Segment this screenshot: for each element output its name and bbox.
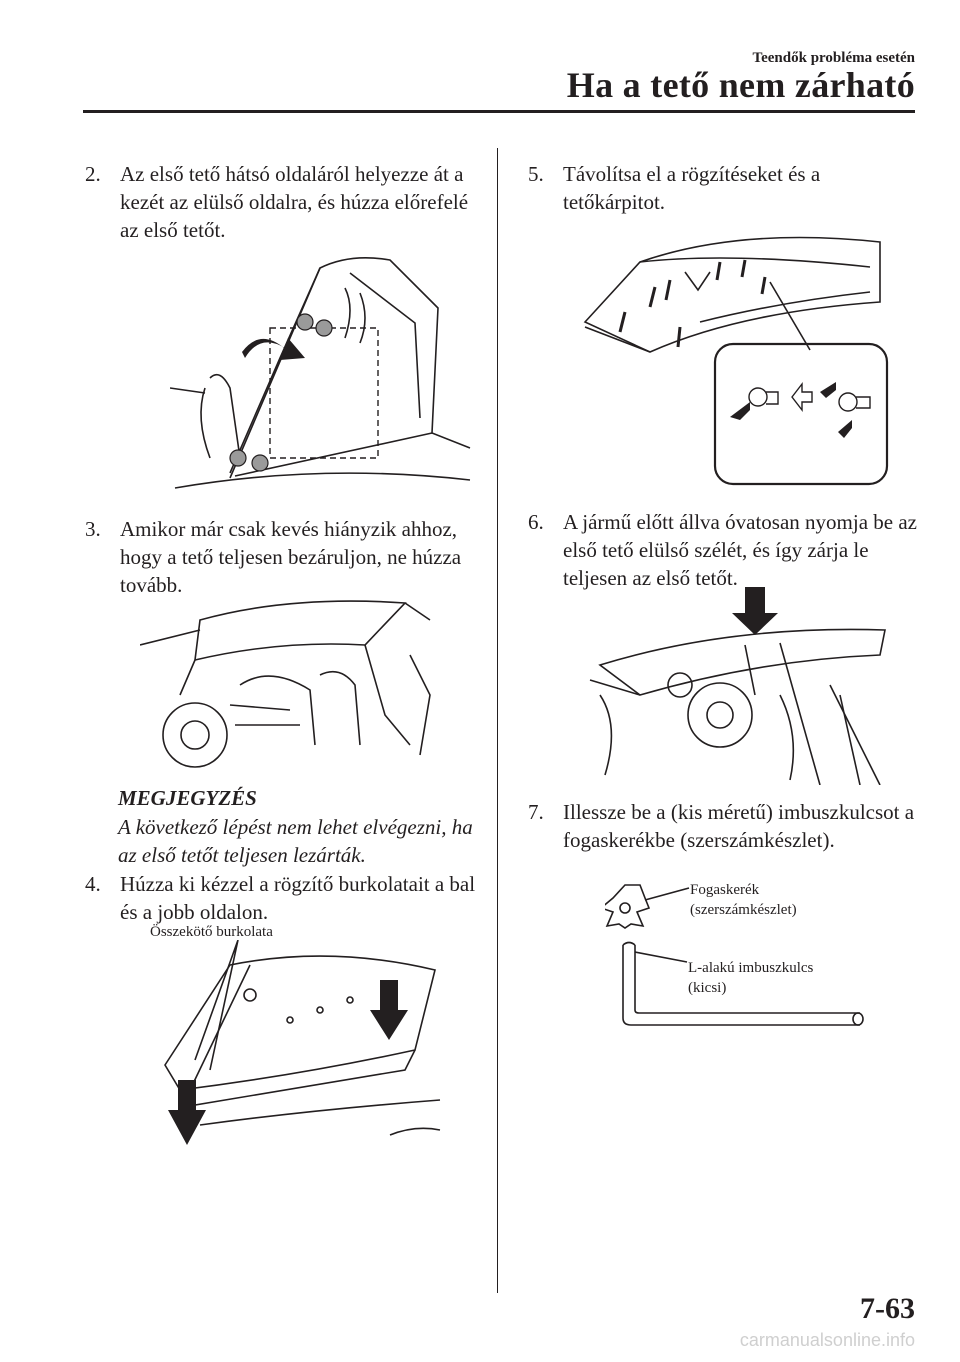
section-title: Teendők probléma esetén xyxy=(752,50,915,66)
step-number: 3. xyxy=(85,517,101,541)
roof-nearly-closed-illustration xyxy=(140,595,440,770)
note-text: A következő lépést nem lehet elvégezni, ha az első tetőt teljesen lezárták. xyxy=(118,815,473,867)
gear-and-hex-key-illustration xyxy=(605,880,865,1030)
column-divider xyxy=(497,148,498,1293)
step-7 xyxy=(528,798,923,854)
step-text: Az első tető hátsó oldaláról helyezze át a kezét az elülső oldalra, és húzza előrefelé az első tetőt. xyxy=(120,162,469,242)
connector-cover-label: Összekötő burkolata xyxy=(150,924,273,940)
step-number: 5. xyxy=(528,162,544,186)
page-number: 7-63 xyxy=(860,1292,915,1325)
header-divider xyxy=(83,110,915,113)
step-text: A jármű előtt állva óvatosan nyomja be az első tető elülső szélét, és így zárja le teljesen az első tetőt. xyxy=(563,510,917,590)
step-number: 2. xyxy=(85,162,101,186)
front-roof-push-illustration xyxy=(580,585,890,785)
step-number: 6. xyxy=(528,510,544,534)
headliner-removal-illustration xyxy=(580,232,890,492)
gear-label-line2: (szerszámkészlet) xyxy=(690,902,797,918)
step-text: Illessze be a (kis méretű) imbuszkulcsot a fogaskerékbe (szerszámkészlet). xyxy=(563,800,915,852)
step-text: Távolítsa el a rögzítéseket és a tetőkárpitot. xyxy=(563,162,821,214)
step-text: Amikor már csak kevés hiányzik ahhoz, hogy a tető teljesen bezáruljon, ne húzza tovább. xyxy=(120,517,462,597)
step-number: 4. xyxy=(85,872,101,896)
hex-key-label-line1: L-alakú imbuszkulcs xyxy=(688,960,814,976)
note-heading: MEGJEGYZÉS xyxy=(118,786,257,810)
page-title: Ha a tető nem zárható xyxy=(566,65,915,105)
step-2 xyxy=(85,160,490,244)
gear-label-line1: Fogaskerék xyxy=(690,882,760,898)
cover-removal-illustration xyxy=(150,940,450,1150)
front-roof-pull-illustration xyxy=(170,248,480,498)
step-text: Húzza ki kézzel a rögzítő burkolatait a bal és a jobb oldalon. xyxy=(120,872,476,924)
watermark: carmanualsonline.info xyxy=(739,1330,915,1350)
step-3 xyxy=(85,515,490,599)
step-5 xyxy=(528,160,923,216)
step-number: 7. xyxy=(528,800,544,824)
hex-key-label-line2: (kicsi) xyxy=(688,980,727,996)
step-6 xyxy=(528,508,923,592)
step-4 xyxy=(85,870,490,926)
